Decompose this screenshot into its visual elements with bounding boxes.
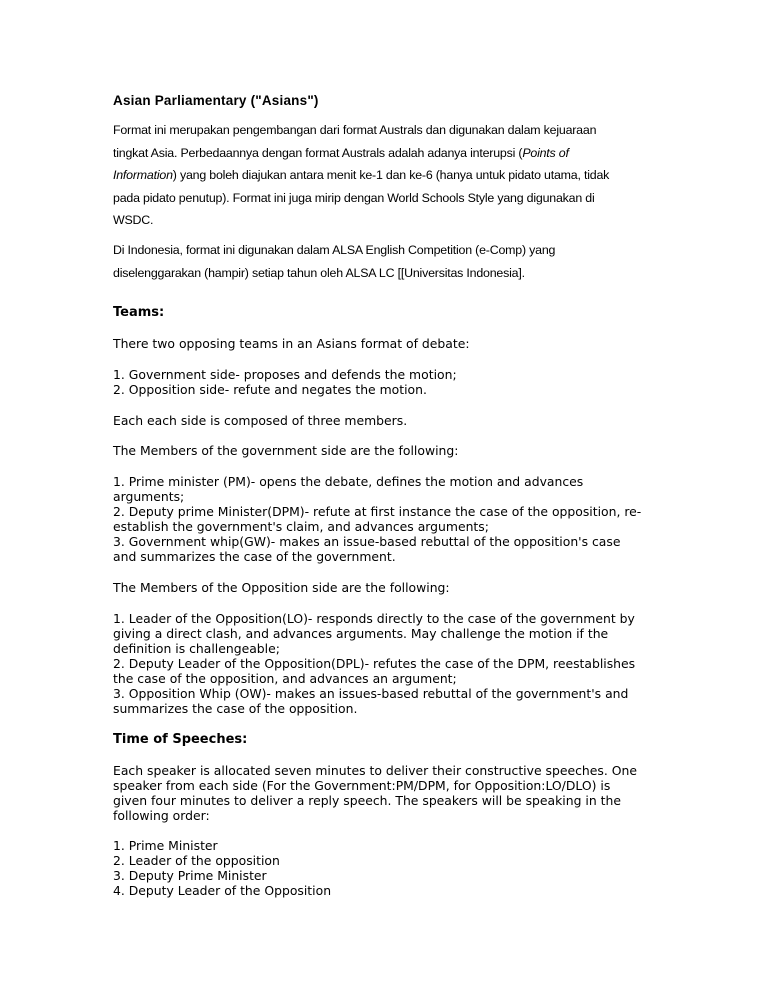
text-line: Each each side is composed of three members. xyxy=(113,413,408,428)
list-item: 1. Government side- proposes and defends the motion; xyxy=(113,367,457,382)
list-item: 2. Deputy Leader of the Opposition(DPL)- refutes the case of the DPM, reestablishes xyxy=(113,656,636,671)
speeches-paragraph xyxy=(113,763,673,823)
list-item: 1. Prime minister (PM)- opens the debate, defines the motion and advances xyxy=(113,474,584,489)
text-span: ) yang boleh diajukan antara menit ke-1 dan ke-6 (hanya untuk pidato utama, tidak xyxy=(172,168,610,182)
list-item: 1. Leader of the Opposition(LO)- responds directly to the case of the government by xyxy=(113,611,635,626)
list-item: 3. Deputy Prime Minister xyxy=(113,868,267,883)
text-line: Di Indonesia, format ini digunakan dalam ALSA English Competition (e-Comp) yang xyxy=(113,243,556,257)
list-item: 3. Opposition Whip (OW)- makes an issues-based rebuttal of the government's and xyxy=(113,686,629,701)
list-item: 2. Opposition side- refute and negates the motion. xyxy=(113,382,427,397)
text-line: following order: xyxy=(113,808,210,823)
text-line xyxy=(113,164,673,187)
list-item: summarizes the case of the opposition. xyxy=(113,701,358,716)
list-item: 4. Deputy Leader of the Opposition xyxy=(113,883,332,898)
text-span: tingkat Asia. Perbedaannya dengan format Australs adalah adanya interupsi ( xyxy=(113,145,523,160)
section-title-asian-parliamentary: Asian Parliamentary ("Asians") xyxy=(113,93,319,108)
intro-paragraph-1 xyxy=(113,119,673,232)
italic-term: Information xyxy=(113,168,173,182)
text-line: Format ini merupakan pengembangan dari format Australs dan digunakan dalam kejuaraan xyxy=(113,123,597,137)
list-item: giving a direct clash, and advances arguments. May challenge the motion if the xyxy=(113,626,609,641)
teams-heading xyxy=(113,305,673,320)
gov-members-list xyxy=(113,474,673,564)
text-line: There two opposing teams in an Asians format of debate: xyxy=(113,336,470,351)
heading-text: Time of Speeches: xyxy=(113,732,248,747)
text-line: The Members of the government side are the following: xyxy=(113,443,459,458)
text-line: WSDC. xyxy=(113,213,154,227)
list-item: 1. Prime Minister xyxy=(113,838,218,853)
list-item: the case of the opposition, and advances an argument; xyxy=(113,671,457,686)
opp-members-list xyxy=(113,611,673,716)
heading-text: Teams: xyxy=(113,305,165,320)
teams-composition xyxy=(113,413,673,428)
list-item: 2. Leader of the opposition xyxy=(113,853,280,868)
gov-heading xyxy=(113,443,673,458)
text-line xyxy=(113,142,673,165)
teams-sides-list xyxy=(113,367,673,397)
text-line: The Members of the Opposition side are the following: xyxy=(113,580,450,595)
list-item: 2. Deputy prime Minister(DPM)- refute at first instance the case of the opposition, re- xyxy=(113,504,642,519)
list-item: arguments; xyxy=(113,489,185,504)
intro-paragraph-2 xyxy=(113,239,673,284)
list-item: and summarizes the case of the government. xyxy=(113,549,396,564)
text-line: Each speaker is allocated seven minutes to deliver their constructive speeches. One xyxy=(113,763,637,778)
list-item: establish the government's claim, and advances arguments; xyxy=(113,519,489,534)
text-line: given four minutes to deliver a reply speech. The speakers will be speaking in the xyxy=(113,793,621,808)
teams-intro xyxy=(113,336,673,351)
text-line: diselenggarakan (hampir) setiap tahun oleh ALSA LC [[Universitas Indonesia]. xyxy=(113,265,525,280)
text-line: pada pidato penutup). Format ini juga mirip dengan World Schools Style yang digunakan di xyxy=(113,190,595,205)
speaking-order-list xyxy=(113,838,673,898)
speeches-heading xyxy=(113,732,673,747)
list-item: 3. Government whip(GW)- makes an issue-based rebuttal of the opposition's case xyxy=(113,534,621,549)
text-line: speaker from each side (For the Government:PM/DPM, for Opposition:LO/DLO) is xyxy=(113,778,611,793)
opp-heading xyxy=(113,580,673,595)
italic-term: Points of xyxy=(522,145,569,160)
list-item: definition is challengeable; xyxy=(113,641,280,656)
